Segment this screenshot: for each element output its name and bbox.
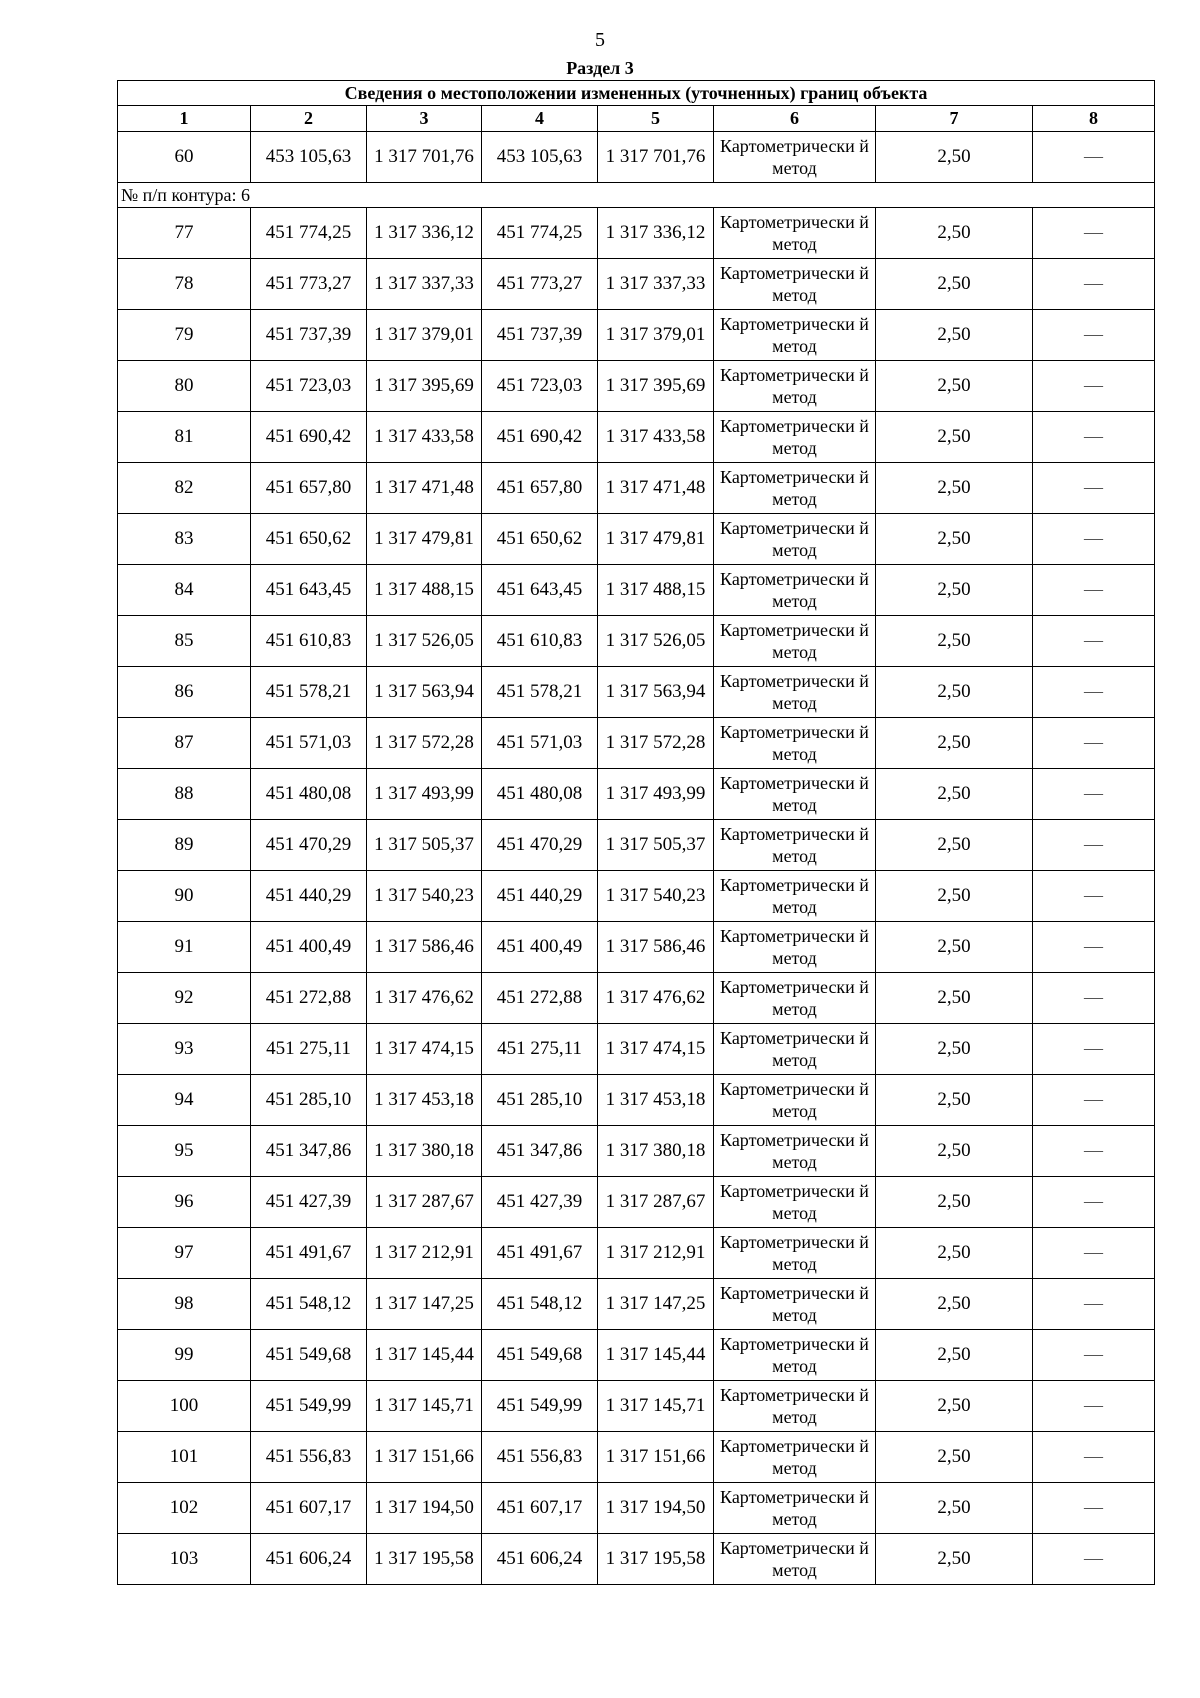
cell-y-new: 1 317 453,18 xyxy=(598,1075,714,1126)
table-row xyxy=(118,922,1155,973)
cell-method: Картометрически й метод xyxy=(714,1330,876,1381)
cell-method: Картометрически й метод xyxy=(714,1279,876,1330)
cell-description: — xyxy=(1033,667,1155,718)
cell-x-existing: 451 690,42 xyxy=(251,412,367,463)
cell-x-existing: 451 643,45 xyxy=(251,565,367,616)
column-header: 8 xyxy=(1033,106,1155,132)
page-number: 5 xyxy=(595,29,605,51)
cell-y-new: 1 317 336,12 xyxy=(598,208,714,259)
cell-accuracy: 2,50 xyxy=(876,1483,1033,1534)
cell-method: Картометрически й метод xyxy=(714,310,876,361)
cell-y-new: 1 317 337,33 xyxy=(598,259,714,310)
cell-accuracy: 2,50 xyxy=(876,718,1033,769)
point-number: 77 xyxy=(118,208,251,259)
point-number: 85 xyxy=(118,616,251,667)
cell-method: Картометрически й метод xyxy=(714,718,876,769)
cell-accuracy: 2,50 xyxy=(876,132,1033,183)
cell-y-existing: 1 317 212,91 xyxy=(367,1228,482,1279)
cell-y-new: 1 317 147,25 xyxy=(598,1279,714,1330)
cell-y-new: 1 317 151,66 xyxy=(598,1432,714,1483)
cell-x-existing: 451 470,29 xyxy=(251,820,367,871)
cell-y-new: 1 317 476,62 xyxy=(598,973,714,1024)
cell-description: — xyxy=(1033,412,1155,463)
cell-accuracy: 2,50 xyxy=(876,922,1033,973)
point-number: 103 xyxy=(118,1534,251,1585)
cell-x-existing: 453 105,63 xyxy=(251,132,367,183)
cell-accuracy: 2,50 xyxy=(876,1432,1033,1483)
cell-x-existing: 451 610,83 xyxy=(251,616,367,667)
cell-method: Картометрически й метод xyxy=(714,361,876,412)
table-row xyxy=(118,973,1155,1024)
cell-method: Картометрически й метод xyxy=(714,565,876,616)
point-number: 101 xyxy=(118,1432,251,1483)
cell-x-new: 451 549,68 xyxy=(482,1330,598,1381)
table-row xyxy=(118,1534,1155,1585)
cell-x-existing: 451 774,25 xyxy=(251,208,367,259)
cell-x-new: 451 606,24 xyxy=(482,1534,598,1585)
cell-accuracy: 2,50 xyxy=(876,361,1033,412)
cell-y-new: 1 317 572,28 xyxy=(598,718,714,769)
point-number: 92 xyxy=(118,973,251,1024)
column-header: 3 xyxy=(367,106,482,132)
cell-x-existing: 451 548,12 xyxy=(251,1279,367,1330)
table-row xyxy=(118,871,1155,922)
cell-method: Картометрически й метод xyxy=(714,1075,876,1126)
section-title: Раздел 3 xyxy=(566,58,634,78)
point-number: 88 xyxy=(118,769,251,820)
column-header: 6 xyxy=(714,106,876,132)
cell-accuracy: 2,50 xyxy=(876,667,1033,718)
point-number: 87 xyxy=(118,718,251,769)
cell-method: Картометрически й метод xyxy=(714,1024,876,1075)
contour-row xyxy=(118,183,1155,208)
point-number: 98 xyxy=(118,1279,251,1330)
point-number: 86 xyxy=(118,667,251,718)
cell-x-existing: 451 607,17 xyxy=(251,1483,367,1534)
cell-x-new: 451 774,25 xyxy=(482,208,598,259)
cell-method: Картометрически й метод xyxy=(714,922,876,973)
cell-x-new: 453 105,63 xyxy=(482,132,598,183)
cell-method: Картометрически й метод xyxy=(714,1177,876,1228)
table-row xyxy=(118,1177,1155,1228)
cell-description: — xyxy=(1033,1177,1155,1228)
cell-y-new: 1 317 701,76 xyxy=(598,132,714,183)
cell-description: — xyxy=(1033,1381,1155,1432)
cell-description: — xyxy=(1033,1075,1155,1126)
point-number: 78 xyxy=(118,259,251,310)
cell-method: Картометрически й метод xyxy=(714,616,876,667)
cell-description: — xyxy=(1033,310,1155,361)
cell-description: — xyxy=(1033,973,1155,1024)
table-row xyxy=(118,259,1155,310)
cell-y-new: 1 317 395,69 xyxy=(598,361,714,412)
cell-y-new: 1 317 195,58 xyxy=(598,1534,714,1585)
table-row xyxy=(118,132,1155,183)
cell-x-new: 451 571,03 xyxy=(482,718,598,769)
point-number: 102 xyxy=(118,1483,251,1534)
cell-x-new: 451 549,99 xyxy=(482,1381,598,1432)
cell-y-existing: 1 317 476,62 xyxy=(367,973,482,1024)
cell-y-existing: 1 317 195,58 xyxy=(367,1534,482,1585)
cell-description: — xyxy=(1033,208,1155,259)
cell-x-new: 451 610,83 xyxy=(482,616,598,667)
cell-method: Картометрически й метод xyxy=(714,132,876,183)
cell-description: — xyxy=(1033,769,1155,820)
cell-y-existing: 1 317 194,50 xyxy=(367,1483,482,1534)
cell-x-existing: 451 440,29 xyxy=(251,871,367,922)
table-row xyxy=(118,310,1155,361)
cell-accuracy: 2,50 xyxy=(876,1330,1033,1381)
cell-accuracy: 2,50 xyxy=(876,820,1033,871)
cell-x-new: 451 690,42 xyxy=(482,412,598,463)
column-header: 7 xyxy=(876,106,1033,132)
cell-y-existing: 1 317 572,28 xyxy=(367,718,482,769)
cell-method: Картометрически й метод xyxy=(714,820,876,871)
table-row xyxy=(118,718,1155,769)
cell-x-new: 451 285,10 xyxy=(482,1075,598,1126)
column-header: 4 xyxy=(482,106,598,132)
table-row xyxy=(118,769,1155,820)
cell-y-existing: 1 317 395,69 xyxy=(367,361,482,412)
point-number: 81 xyxy=(118,412,251,463)
point-number: 83 xyxy=(118,514,251,565)
cell-y-existing: 1 317 145,71 xyxy=(367,1381,482,1432)
cell-method: Картометрически й метод xyxy=(714,871,876,922)
cell-x-new: 451 491,67 xyxy=(482,1228,598,1279)
table-row xyxy=(118,1483,1155,1534)
cell-x-existing: 451 491,67 xyxy=(251,1228,367,1279)
cell-method: Картометрически й метод xyxy=(714,514,876,565)
cell-method: Картометрически й метод xyxy=(714,1126,876,1177)
cell-x-new: 451 643,45 xyxy=(482,565,598,616)
cell-accuracy: 2,50 xyxy=(876,412,1033,463)
cell-y-new: 1 317 145,44 xyxy=(598,1330,714,1381)
table-row xyxy=(118,1279,1155,1330)
cell-y-new: 1 317 212,91 xyxy=(598,1228,714,1279)
table-row xyxy=(118,616,1155,667)
cell-accuracy: 2,50 xyxy=(876,1534,1033,1585)
cell-accuracy: 2,50 xyxy=(876,1177,1033,1228)
cell-method: Картометрически й метод xyxy=(714,1228,876,1279)
point-number: 100 xyxy=(118,1381,251,1432)
cell-x-existing: 451 571,03 xyxy=(251,718,367,769)
cell-y-existing: 1 317 493,99 xyxy=(367,769,482,820)
cell-x-existing: 451 556,83 xyxy=(251,1432,367,1483)
cell-method: Картометрически й метод xyxy=(714,769,876,820)
table-row xyxy=(118,412,1155,463)
point-number: 79 xyxy=(118,310,251,361)
cell-y-existing: 1 317 287,67 xyxy=(367,1177,482,1228)
cell-x-existing: 451 275,11 xyxy=(251,1024,367,1075)
cell-y-new: 1 317 433,58 xyxy=(598,412,714,463)
cell-y-existing: 1 317 147,25 xyxy=(367,1279,482,1330)
cell-accuracy: 2,50 xyxy=(876,514,1033,565)
cell-y-existing: 1 317 337,33 xyxy=(367,259,482,310)
cell-x-new: 451 400,49 xyxy=(482,922,598,973)
cell-x-new: 451 470,29 xyxy=(482,820,598,871)
cell-method: Картометрически й метод xyxy=(714,1483,876,1534)
cell-y-existing: 1 317 336,12 xyxy=(367,208,482,259)
cell-accuracy: 2,50 xyxy=(876,1126,1033,1177)
point-number: 91 xyxy=(118,922,251,973)
cell-accuracy: 2,50 xyxy=(876,616,1033,667)
cell-y-existing: 1 317 526,05 xyxy=(367,616,482,667)
cell-description: — xyxy=(1033,463,1155,514)
cell-y-new: 1 317 526,05 xyxy=(598,616,714,667)
point-number: 82 xyxy=(118,463,251,514)
cell-x-new: 451 773,27 xyxy=(482,259,598,310)
table-row xyxy=(118,1024,1155,1075)
cell-y-new: 1 317 540,23 xyxy=(598,871,714,922)
cell-y-existing: 1 317 701,76 xyxy=(367,132,482,183)
cell-x-new: 451 347,86 xyxy=(482,1126,598,1177)
cell-y-existing: 1 317 586,46 xyxy=(367,922,482,973)
cell-x-existing: 451 657,80 xyxy=(251,463,367,514)
table-caption: Сведения о местоположении измененных (уточненных) границ объекта xyxy=(118,81,1155,106)
cell-accuracy: 2,50 xyxy=(876,310,1033,361)
column-header: 1 xyxy=(118,106,251,132)
table-row xyxy=(118,361,1155,412)
cell-description: — xyxy=(1033,1483,1155,1534)
table-row xyxy=(118,820,1155,871)
cell-accuracy: 2,50 xyxy=(876,1279,1033,1330)
cell-x-existing: 451 285,10 xyxy=(251,1075,367,1126)
cell-x-new: 451 723,03 xyxy=(482,361,598,412)
cell-description: — xyxy=(1033,1534,1155,1585)
table-row xyxy=(118,514,1155,565)
cell-description: — xyxy=(1033,514,1155,565)
point-number: 95 xyxy=(118,1126,251,1177)
cell-y-new: 1 317 479,81 xyxy=(598,514,714,565)
point-number: 94 xyxy=(118,1075,251,1126)
point-number: 96 xyxy=(118,1177,251,1228)
cell-description: — xyxy=(1033,820,1155,871)
cell-description: — xyxy=(1033,718,1155,769)
cell-description: — xyxy=(1033,259,1155,310)
cell-y-new: 1 317 505,37 xyxy=(598,820,714,871)
contour-label: № п/п контура: 6 xyxy=(118,183,1155,208)
cell-x-existing: 451 427,39 xyxy=(251,1177,367,1228)
cell-y-new: 1 317 379,01 xyxy=(598,310,714,361)
cell-x-new: 451 480,08 xyxy=(482,769,598,820)
cell-x-new: 451 650,62 xyxy=(482,514,598,565)
cell-description: — xyxy=(1033,922,1155,973)
cell-method: Картометрически й метод xyxy=(714,412,876,463)
table-caption-row xyxy=(118,81,1155,106)
cell-y-existing: 1 317 479,81 xyxy=(367,514,482,565)
cell-accuracy: 2,50 xyxy=(876,1228,1033,1279)
cell-accuracy: 2,50 xyxy=(876,1381,1033,1432)
cell-x-existing: 451 480,08 xyxy=(251,769,367,820)
cell-y-existing: 1 317 379,01 xyxy=(367,310,482,361)
column-header: 5 xyxy=(598,106,714,132)
cell-description: — xyxy=(1033,361,1155,412)
cell-y-new: 1 317 493,99 xyxy=(598,769,714,820)
point-number: 84 xyxy=(118,565,251,616)
cell-y-existing: 1 317 474,15 xyxy=(367,1024,482,1075)
cell-x-new: 451 275,11 xyxy=(482,1024,598,1075)
table-row xyxy=(118,1228,1155,1279)
cell-description: — xyxy=(1033,871,1155,922)
cell-x-existing: 451 773,27 xyxy=(251,259,367,310)
cell-description: — xyxy=(1033,1330,1155,1381)
table-row xyxy=(118,1381,1155,1432)
point-number: 80 xyxy=(118,361,251,412)
cell-y-existing: 1 317 471,48 xyxy=(367,463,482,514)
cell-accuracy: 2,50 xyxy=(876,259,1033,310)
point-number: 99 xyxy=(118,1330,251,1381)
boundary-coordinates-table xyxy=(117,80,1155,1585)
cell-accuracy: 2,50 xyxy=(876,769,1033,820)
table-row xyxy=(118,1126,1155,1177)
cell-description: — xyxy=(1033,1279,1155,1330)
cell-description: — xyxy=(1033,565,1155,616)
cell-accuracy: 2,50 xyxy=(876,208,1033,259)
table-row xyxy=(118,208,1155,259)
cell-accuracy: 2,50 xyxy=(876,973,1033,1024)
cell-x-existing: 451 400,49 xyxy=(251,922,367,973)
cell-x-existing: 451 578,21 xyxy=(251,667,367,718)
table-row xyxy=(118,565,1155,616)
cell-x-new: 451 578,21 xyxy=(482,667,598,718)
cell-x-new: 451 607,17 xyxy=(482,1483,598,1534)
table-row xyxy=(118,667,1155,718)
cell-y-new: 1 317 586,46 xyxy=(598,922,714,973)
cell-method: Картометрически й метод xyxy=(714,208,876,259)
cell-description: — xyxy=(1033,1228,1155,1279)
column-header: 2 xyxy=(251,106,367,132)
cell-x-new: 451 272,88 xyxy=(482,973,598,1024)
cell-description: — xyxy=(1033,616,1155,667)
cell-y-new: 1 317 380,18 xyxy=(598,1126,714,1177)
cell-y-existing: 1 317 540,23 xyxy=(367,871,482,922)
cell-x-existing: 451 650,62 xyxy=(251,514,367,565)
cell-description: — xyxy=(1033,132,1155,183)
cell-y-existing: 1 317 151,66 xyxy=(367,1432,482,1483)
table-row xyxy=(118,463,1155,514)
cell-x-existing: 451 606,24 xyxy=(251,1534,367,1585)
table-header-row xyxy=(118,106,1155,132)
table-row xyxy=(118,1432,1155,1483)
cell-y-existing: 1 317 453,18 xyxy=(367,1075,482,1126)
cell-y-new: 1 317 488,15 xyxy=(598,565,714,616)
cell-y-new: 1 317 194,50 xyxy=(598,1483,714,1534)
point-number: 90 xyxy=(118,871,251,922)
cell-y-new: 1 317 145,71 xyxy=(598,1381,714,1432)
cell-method: Картометрически й метод xyxy=(714,973,876,1024)
point-number: 60 xyxy=(118,132,251,183)
table-row xyxy=(118,1075,1155,1126)
cell-accuracy: 2,50 xyxy=(876,463,1033,514)
cell-method: Картометрически й метод xyxy=(714,463,876,514)
cell-accuracy: 2,50 xyxy=(876,1024,1033,1075)
cell-accuracy: 2,50 xyxy=(876,1075,1033,1126)
cell-y-existing: 1 317 380,18 xyxy=(367,1126,482,1177)
cell-description: — xyxy=(1033,1126,1155,1177)
cell-accuracy: 2,50 xyxy=(876,871,1033,922)
cell-y-existing: 1 317 145,44 xyxy=(367,1330,482,1381)
cell-y-new: 1 317 563,94 xyxy=(598,667,714,718)
cell-x-existing: 451 347,86 xyxy=(251,1126,367,1177)
cell-x-new: 451 737,39 xyxy=(482,310,598,361)
cell-x-new: 451 548,12 xyxy=(482,1279,598,1330)
cell-method: Картометрически й метод xyxy=(714,1381,876,1432)
cell-description: — xyxy=(1033,1432,1155,1483)
cell-method: Картометрически й метод xyxy=(714,259,876,310)
cell-x-existing: 451 549,99 xyxy=(251,1381,367,1432)
cell-y-existing: 1 317 488,15 xyxy=(367,565,482,616)
cell-y-existing: 1 317 433,58 xyxy=(367,412,482,463)
cell-x-new: 451 657,80 xyxy=(482,463,598,514)
point-number: 97 xyxy=(118,1228,251,1279)
cell-method: Картометрически й метод xyxy=(714,1534,876,1585)
cell-x-existing: 451 723,03 xyxy=(251,361,367,412)
cell-x-existing: 451 549,68 xyxy=(251,1330,367,1381)
cell-description: — xyxy=(1033,1024,1155,1075)
cell-x-existing: 451 737,39 xyxy=(251,310,367,361)
cell-y-new: 1 317 287,67 xyxy=(598,1177,714,1228)
cell-accuracy: 2,50 xyxy=(876,565,1033,616)
cell-y-new: 1 317 474,15 xyxy=(598,1024,714,1075)
table-row xyxy=(118,1330,1155,1381)
cell-x-new: 451 440,29 xyxy=(482,871,598,922)
cell-method: Картометрически й метод xyxy=(714,1432,876,1483)
cell-x-existing: 451 272,88 xyxy=(251,973,367,1024)
point-number: 93 xyxy=(118,1024,251,1075)
cell-x-new: 451 556,83 xyxy=(482,1432,598,1483)
cell-x-new: 451 427,39 xyxy=(482,1177,598,1228)
cell-y-existing: 1 317 563,94 xyxy=(367,667,482,718)
cell-y-new: 1 317 471,48 xyxy=(598,463,714,514)
cell-y-existing: 1 317 505,37 xyxy=(367,820,482,871)
point-number: 89 xyxy=(118,820,251,871)
cell-method: Картометрически й метод xyxy=(714,667,876,718)
